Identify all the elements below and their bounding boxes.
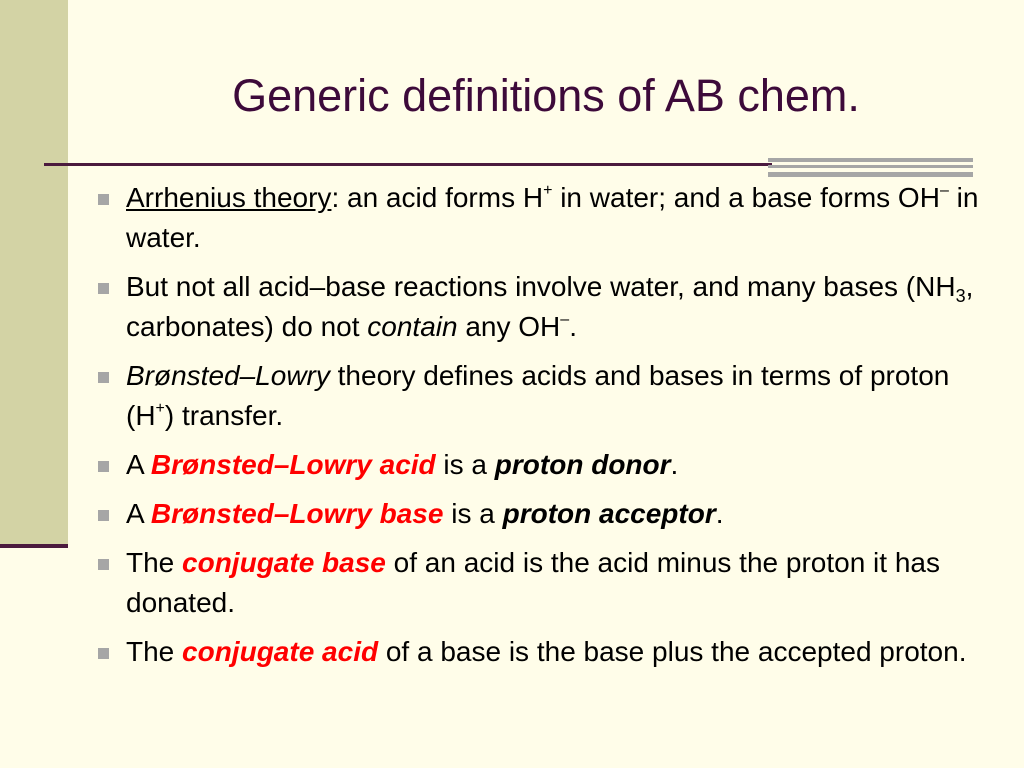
bullet-item-bronsted-theory [90,356,985,436]
superscript: + [155,400,165,417]
term-conjugate-base: conjugate base [182,547,386,578]
square-bullet-icon [98,283,109,294]
square-bullet-icon [98,559,109,570]
bullet-text: in water; and a base forms OH [552,182,940,213]
bullet-text: of an acid is the acid minus the proton it has donated. [126,547,940,618]
bullet-text: of a base is the base plus the accepted proton. [378,636,967,667]
bullet-text: A [126,498,151,529]
bullet-text: The [126,636,183,667]
bullet-text: ) transfer. [164,400,284,431]
bullet-text: . [569,311,577,342]
emphasis-proton-donor: proton donor [494,449,671,480]
square-bullet-icon [98,648,109,659]
decorative-gray-bar [768,158,973,162]
bullet-text: , carbonates) do not [126,271,974,342]
square-bullet-icon [98,510,109,521]
bullet-item-bronsted-base [90,494,985,534]
square-bullet-icon [98,461,109,472]
square-bullet-icon [98,372,109,383]
bullet-text: . [670,449,679,480]
title-divider-rule [44,163,772,166]
term-bronsted-lowry-acid: Brønsted–Lowry acid [150,449,436,480]
term-bronsted-lowry-base: Brønsted–Lowry base [150,498,444,529]
superscript: + [543,182,553,199]
emphasis-contain: contain [367,311,458,342]
superscript: – [939,182,949,199]
bullet-text: A [126,449,151,480]
bullet-item-conjugate-base [90,543,985,623]
square-bullet-icon [98,194,109,205]
side-band [0,0,68,545]
bullet-text: is a [435,449,495,480]
bullet-text: : an acid forms H [331,182,544,213]
term-conjugate-acid: conjugate acid [182,636,379,667]
bullet-item-not-all-water [90,267,985,347]
emphasis-bronsted-lowry: Brønsted–Lowry [126,360,330,391]
bullet-text: But not all acid–base reactions involve water, and many bases (NH [126,271,956,302]
subscript: 3 [955,286,966,306]
term-arrhenius-theory: Arrhenius theory [126,182,332,213]
superscript: – [560,311,570,328]
bullet-text: in water. [126,182,979,253]
slide-title: Generic definitions of AB chem. [232,70,860,121]
bullet-text: . [715,498,724,529]
bullet-text: any OH [457,311,561,342]
bullet-item-arrhenius [90,178,985,258]
decorative-gray-bar [768,172,973,177]
left-divider-rule [0,544,68,548]
bullet-list [90,178,985,681]
bullet-item-conjugate-acid [90,632,985,672]
bullet-text: theory defines acids and bases in terms of proton (H [126,360,950,431]
bullet-text: The [126,547,183,578]
decorative-gray-bar [768,165,973,168]
bullet-text: is a [443,498,503,529]
emphasis-proton-acceptor: proton acceptor [502,498,716,529]
bullet-item-bronsted-acid [90,445,985,485]
